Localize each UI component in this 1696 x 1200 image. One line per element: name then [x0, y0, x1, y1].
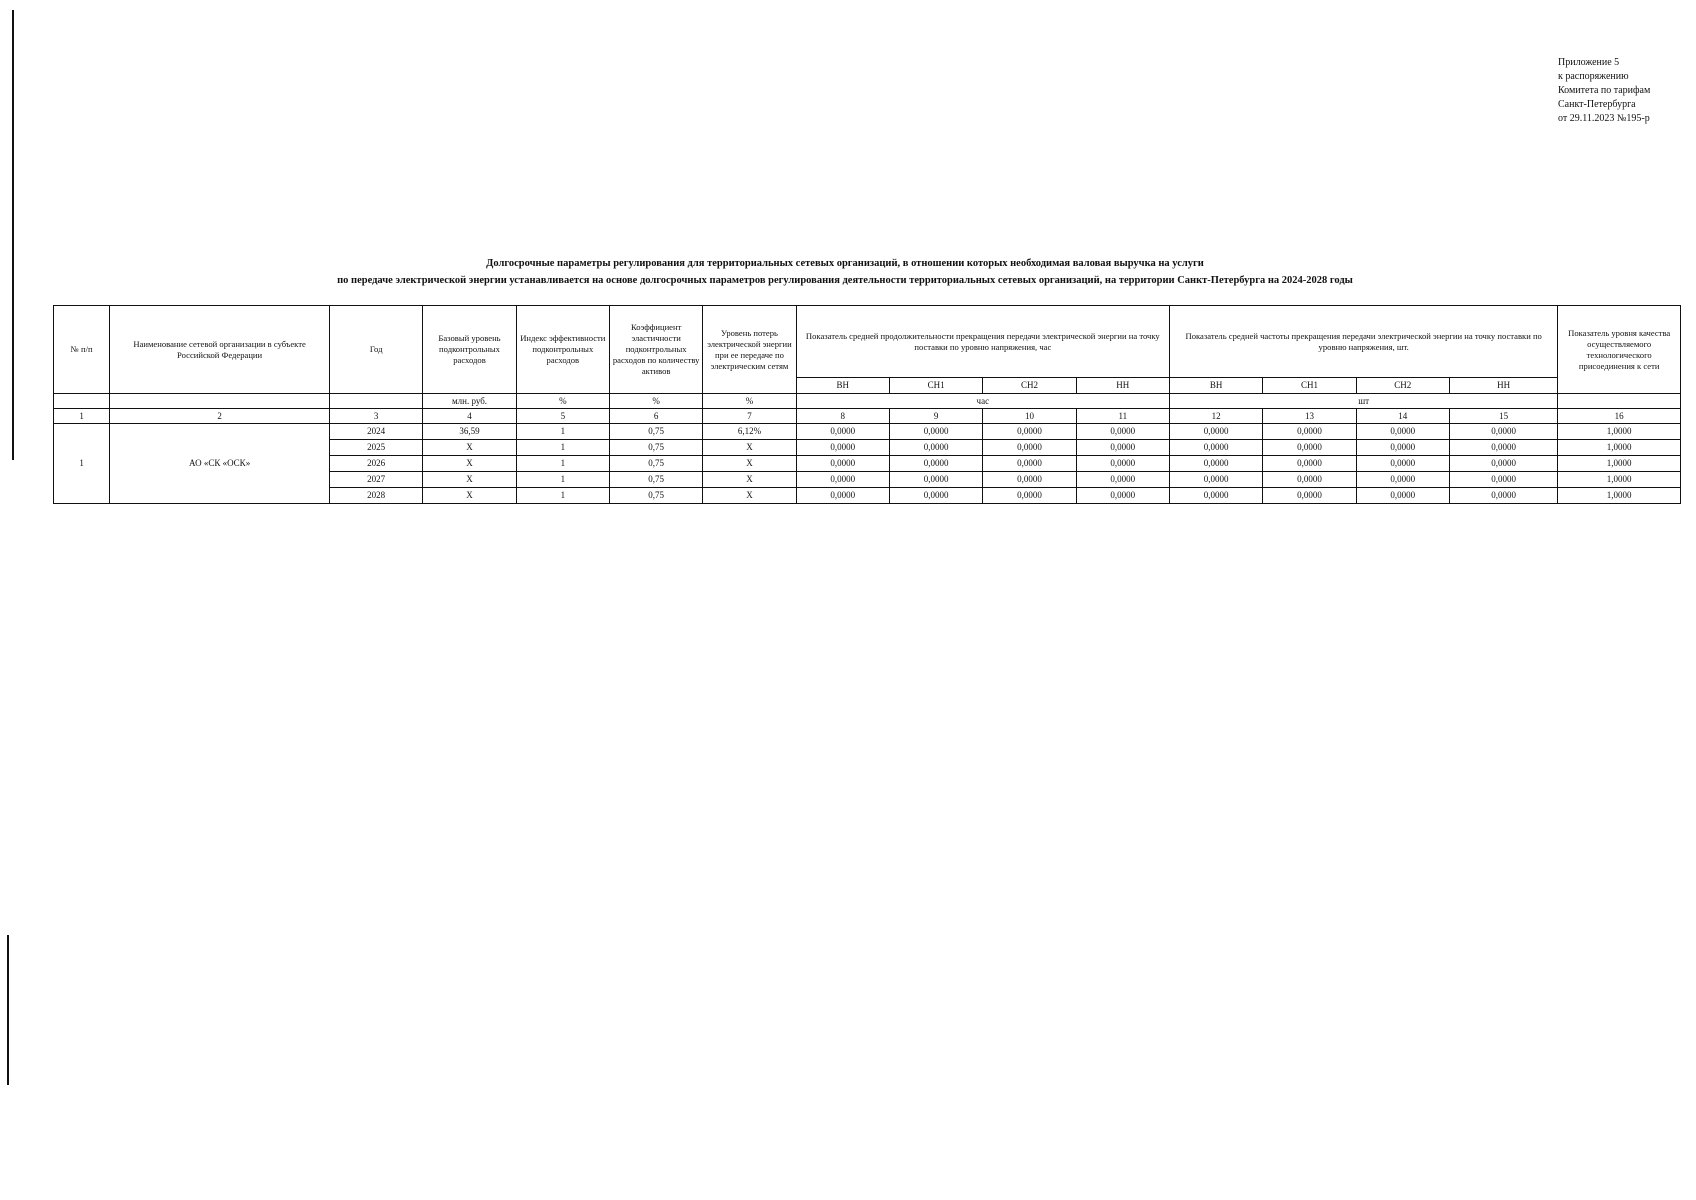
unit-base: млн. руб. — [423, 394, 516, 409]
cell-base: 36,59 — [423, 424, 516, 440]
cell-duration-sn1: 0,0000 — [889, 424, 982, 440]
unit-loss: % — [703, 394, 796, 409]
appendix-note — [1558, 56, 1650, 126]
header-base-level: Базовый уровень подконтрольных расходов — [423, 306, 516, 394]
header-org: Наименование сетевой организации в субъекте Российской Федерации — [110, 306, 330, 394]
cell-index: 1 — [516, 440, 609, 456]
cell-duration-sn2: 0,0000 — [983, 456, 1076, 472]
cell-frequency-nn: 0,0000 — [1449, 456, 1557, 472]
cell-coef: 0,75 — [609, 424, 702, 440]
header-num: № п/п — [54, 306, 110, 394]
header-quality: Показатель уровня качества осуществляемого технологического присоединения к сети — [1558, 306, 1681, 394]
column-number: 1 — [54, 409, 110, 424]
cell-frequency-sn1: 0,0000 — [1263, 424, 1356, 440]
cell-loss: X — [703, 440, 796, 456]
cell-frequency-vn: 0,0000 — [1169, 440, 1262, 456]
cell-loss: X — [703, 472, 796, 488]
scan-edge-line-bottom — [7, 935, 9, 1085]
column-number: 15 — [1449, 409, 1557, 424]
cell-coef: 0,75 — [609, 488, 702, 504]
voltage-vn: ВН — [796, 378, 889, 394]
title-line-2: по передаче электрической энергии устанавливается на основе долгосрочных параметров регулирования деятельности территориальных сетевых организаций, на территории Санкт-Петербурга на 2024-2028 годы — [337, 275, 1353, 286]
cell-duration-vn: 0,0000 — [796, 472, 889, 488]
cell-duration-nn: 0,0000 — [1076, 440, 1169, 456]
cell-frequency-vn: 0,0000 — [1169, 424, 1262, 440]
scan-edge-line-top — [12, 10, 14, 460]
cell-duration-sn1: 0,0000 — [889, 472, 982, 488]
cell-frequency-sn1: 0,0000 — [1263, 440, 1356, 456]
unit-index: % — [516, 394, 609, 409]
cell-frequency-sn2: 0,0000 — [1356, 456, 1449, 472]
cell-frequency-nn: 0,0000 — [1449, 424, 1557, 440]
column-number: 4 — [423, 409, 516, 424]
cell-duration-sn2: 0,0000 — [983, 488, 1076, 504]
unit-frequency: шт — [1169, 394, 1557, 409]
cell-duration-nn: 0,0000 — [1076, 472, 1169, 488]
column-number: 10 — [983, 409, 1076, 424]
cell-coef: 0,75 — [609, 456, 702, 472]
cell-frequency-vn: 0,0000 — [1169, 488, 1262, 504]
column-number: 16 — [1558, 409, 1681, 424]
cell-quality: 1,0000 — [1558, 488, 1681, 504]
cell-frequency-sn1: 0,0000 — [1263, 456, 1356, 472]
cell-duration-sn2: 0,0000 — [983, 424, 1076, 440]
title-line-1: Долгосрочные параметры регулирования для территориальных сетевых организаций, в отношении которых необходимая валовая выручка на услуги — [486, 258, 1204, 269]
cell-duration-vn: 0,0000 — [796, 424, 889, 440]
appendix-line: Санкт-Петербурга — [1558, 99, 1636, 110]
cell-year: 2026 — [330, 456, 423, 472]
cell-duration-vn: 0,0000 — [796, 488, 889, 504]
cell-index: 1 — [516, 424, 609, 440]
parameters-table — [53, 305, 1681, 504]
cell-quality: 1,0000 — [1558, 456, 1681, 472]
cell-duration-sn1: 0,0000 — [889, 488, 982, 504]
cell-duration-sn1: 0,0000 — [889, 456, 982, 472]
cell-coef: 0,75 — [609, 472, 702, 488]
column-number: 3 — [330, 409, 423, 424]
column-number: 14 — [1356, 409, 1449, 424]
column-number: 8 — [796, 409, 889, 424]
voltage-nn: НН — [1076, 378, 1169, 394]
document-title — [230, 255, 1460, 289]
cell-quality: 1,0000 — [1558, 424, 1681, 440]
cell-base: X — [423, 488, 516, 504]
cell-quality: 1,0000 — [1558, 440, 1681, 456]
cell-duration-vn: 0,0000 — [796, 456, 889, 472]
column-number: 12 — [1169, 409, 1262, 424]
header-efficiency-index: Индекс эффективности подконтрольных расходов — [516, 306, 609, 394]
header-frequency: Показатель средней частоты прекращения передачи электрической энергии на точку поставки по уровню напряжения, шт. — [1169, 306, 1557, 378]
units-empty — [54, 394, 110, 409]
cell-year: 2024 — [330, 424, 423, 440]
cell-frequency-sn1: 0,0000 — [1263, 472, 1356, 488]
cell-duration-sn2: 0,0000 — [983, 440, 1076, 456]
column-number: 6 — [609, 409, 702, 424]
cell-duration-sn1: 0,0000 — [889, 440, 982, 456]
cell-frequency-nn: 0,0000 — [1449, 440, 1557, 456]
unit-duration: час — [796, 394, 1169, 409]
appendix-line: от 29.11.2023 №195-р — [1558, 113, 1650, 124]
table-row — [54, 424, 1681, 440]
cell-duration-nn: 0,0000 — [1076, 488, 1169, 504]
header-loss-level: Уровень потерь электрической энергии при ее передаче по электрическим сетям — [703, 306, 796, 394]
cell-index: 1 — [516, 472, 609, 488]
cell-base: X — [423, 472, 516, 488]
header-year: Год — [330, 306, 423, 394]
cell-frequency-sn2: 0,0000 — [1356, 488, 1449, 504]
unit-coef: % — [609, 394, 702, 409]
cell-duration-sn2: 0,0000 — [983, 472, 1076, 488]
org-number: 1 — [54, 424, 110, 504]
voltage-sn2: СН2 — [1356, 378, 1449, 394]
header-elasticity-coef: Коэффициент эластичности подконтрольных расходов по количеству активов — [609, 306, 702, 394]
appendix-line: Комитета по тарифам — [1558, 85, 1651, 96]
units-empty — [110, 394, 330, 409]
voltage-sn1: СН1 — [1263, 378, 1356, 394]
voltage-nn: НН — [1449, 378, 1557, 394]
appendix-line: Приложение 5 — [1558, 57, 1620, 68]
cell-duration-nn: 0,0000 — [1076, 424, 1169, 440]
cell-quality: 1,0000 — [1558, 472, 1681, 488]
column-number: 5 — [516, 409, 609, 424]
cell-year: 2028 — [330, 488, 423, 504]
column-number: 7 — [703, 409, 796, 424]
cell-index: 1 — [516, 456, 609, 472]
org-name: АО «СК «ОСК» — [110, 424, 330, 504]
cell-duration-vn: 0,0000 — [796, 440, 889, 456]
cell-loss: X — [703, 456, 796, 472]
column-number: 13 — [1263, 409, 1356, 424]
appendix-line: к распоряжению — [1558, 71, 1629, 82]
cell-frequency-sn1: 0,0000 — [1263, 488, 1356, 504]
cell-frequency-sn2: 0,0000 — [1356, 440, 1449, 456]
column-number: 9 — [889, 409, 982, 424]
cell-year: 2025 — [330, 440, 423, 456]
voltage-vn: ВН — [1169, 378, 1262, 394]
voltage-sn2: СН2 — [983, 378, 1076, 394]
cell-frequency-vn: 0,0000 — [1169, 472, 1262, 488]
cell-frequency-nn: 0,0000 — [1449, 472, 1557, 488]
voltage-sn1: СН1 — [889, 378, 982, 394]
cell-duration-nn: 0,0000 — [1076, 456, 1169, 472]
units-empty — [330, 394, 423, 409]
cell-loss: 6,12% — [703, 424, 796, 440]
header-duration: Показатель средней продолжительности прекращения передачи электрической энергии на точку поставки по уровню напряжения, час — [796, 306, 1169, 378]
column-number: 11 — [1076, 409, 1169, 424]
cell-frequency-sn2: 0,0000 — [1356, 424, 1449, 440]
cell-base: X — [423, 440, 516, 456]
cell-frequency-nn: 0,0000 — [1449, 488, 1557, 504]
cell-base: X — [423, 456, 516, 472]
cell-frequency-sn2: 0,0000 — [1356, 472, 1449, 488]
cell-year: 2027 — [330, 472, 423, 488]
cell-loss: X — [703, 488, 796, 504]
cell-index: 1 — [516, 488, 609, 504]
cell-frequency-vn: 0,0000 — [1169, 456, 1262, 472]
units-empty — [1558, 394, 1681, 409]
cell-coef: 0,75 — [609, 440, 702, 456]
column-number: 2 — [110, 409, 330, 424]
